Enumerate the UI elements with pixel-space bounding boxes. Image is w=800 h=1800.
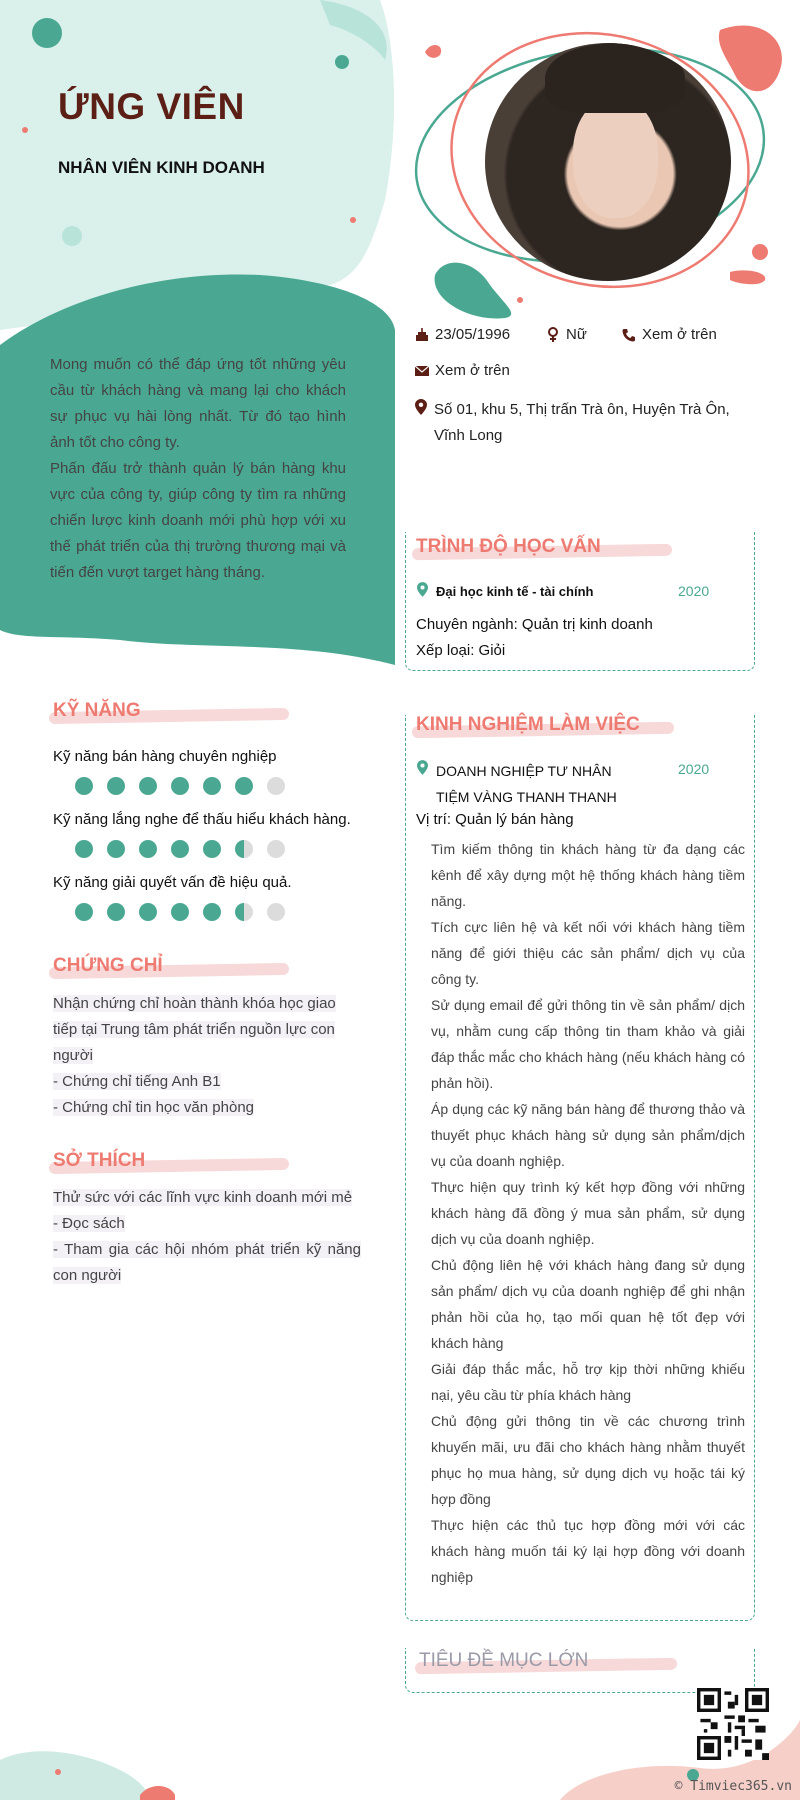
experience-duties: [431, 836, 745, 1590]
map-pin-icon: [417, 760, 428, 775]
certificate-line: - Chứng chỉ tiếng Anh B1: [53, 1073, 221, 1090]
company-name: DOANH NGHIỆP TƯ NHÂN TIỆM VÀNG THANH THANH: [436, 763, 617, 805]
rating-dot: [139, 777, 157, 795]
certificates-title: CHỨNG CHỈ: [53, 955, 163, 977]
rating-dot: [107, 777, 125, 795]
map-pin-icon: [417, 582, 428, 597]
rating-dot: [171, 903, 189, 921]
rating-dot: [75, 903, 93, 921]
coral-bottom-left: [140, 1786, 175, 1800]
phone-row: [622, 326, 717, 343]
rating-dot: [75, 840, 93, 858]
rating-dot: [203, 777, 221, 795]
phone-value: Xem ở trên: [642, 326, 717, 343]
rating-dot: [267, 903, 285, 921]
duty-item: Tích cực liên hệ và kết nối với khách hàng tiềm năng để giới thiệu các sản phẩm/ dịch vụ của công ty.: [431, 919, 745, 987]
rating-dot: [107, 840, 125, 858]
skill-name: Kỹ năng lắng nghe để thấu hiểu khách hàng.: [53, 811, 351, 828]
map-pin-icon: [415, 399, 427, 415]
hobby-line: Thử sức với các lĩnh vực kinh doanh mới mẻ: [53, 1189, 353, 1206]
rating-dot: [235, 840, 253, 858]
career-objective: [50, 352, 346, 586]
rating-dot: [235, 903, 253, 921]
envelope-icon: [415, 365, 429, 377]
skill-name: Kỹ năng giải quyết vấn đề hiệu quả.: [53, 874, 292, 891]
avatar-hair: [545, 43, 685, 113]
birthday-value: 23/05/1996: [435, 326, 511, 343]
duty-item: Thực hiện các thủ tục hợp đồng mới với các khách hàng muốn tái ký lại hợp đồng với doanh nghiệp: [431, 1517, 745, 1585]
duty-item: Giải đáp thắc mắc, hỗ trợ kịp thời những khiếu nại, yêu cầu từ phía khách hàng: [431, 1361, 745, 1403]
email-row: [415, 362, 510, 379]
education-year: 2020: [678, 583, 710, 599]
duty-item: Chủ động gửi thông tin về các chương trình khuyến mãi, ưu đãi cho khách hàng nhằm thuyết phục họ mua hàng, sử dụng dịch vụ hoặc tái ký hợp đồng: [431, 1413, 745, 1507]
avatar: [485, 43, 731, 281]
address-row: [415, 397, 745, 449]
rating-dot: [75, 777, 93, 795]
coral-circle: [752, 244, 768, 260]
duty-item: Sử dụng email để gửi thông tin về sản phẩm/ dịch vụ, nhằm cung cấp thông tin tham khảo và giải đáp thắc mắc cho khách hàng (nếu khách hàng có phản hồi).: [431, 997, 745, 1091]
coral-dot: [22, 127, 28, 133]
mint-bottom-left: [0, 1751, 150, 1800]
watermark: © Timviec365.vn: [674, 1779, 792, 1794]
skill-rating: [75, 903, 285, 921]
duty-item: Thực hiện quy trình ký kết hợp đồng với những khách hàng đã đồng ý mua sản phẩm, sử dụng dịch vụ của doanh nghiệp.: [431, 1179, 745, 1247]
experience-year: 2020: [678, 761, 710, 777]
gender-icon: [546, 327, 560, 343]
skill-rating: [75, 777, 285, 795]
phone-icon: [622, 328, 636, 342]
rating-dot: [267, 777, 285, 795]
teal-drop: [435, 263, 512, 319]
education-grade: Xếp loại: Giỏi: [416, 642, 506, 659]
certificate-line: Nhận chứng chỉ hoàn thành khóa học giao tiếp tại Trung tâm phát triển nguồn lực con người: [53, 995, 336, 1064]
address-value: Số 01, khu 5, Thị trấn Trà ôn, Huyện Trà Ôn, Vĩnh Long: [434, 401, 730, 444]
rating-dot: [171, 777, 189, 795]
rating-dot: [107, 903, 125, 921]
hobby-line: - Tham gia các hội nhóm phát triển kỹ năng con người: [53, 1241, 361, 1284]
rating-dot: [203, 840, 221, 858]
school-name: Đại học kinh tế - tài chính: [436, 584, 594, 599]
experience-title: KINH NGHIỆM LÀM VIỆC: [416, 714, 640, 736]
gender-value: Nữ: [566, 326, 587, 343]
duty-item: Tìm kiếm thông tin khách hàng từ đa dạng các kênh để xây dựng một hệ thống khách hàng tiềm năng.: [431, 841, 745, 909]
education-major: Chuyên ngành: Quản trị kinh doanh: [416, 616, 653, 633]
teal-circle: [32, 18, 62, 48]
email-value: Xem ở trên: [435, 362, 510, 379]
certificate-line: - Chứng chỉ tin học văn phòng: [53, 1099, 254, 1116]
teal-small-circle: [335, 55, 349, 69]
cake-icon: [415, 328, 429, 342]
experience-position: Vị trí: Quản lý bán hàng: [416, 811, 574, 828]
mint-circle: [62, 226, 82, 246]
rating-dot: [203, 903, 221, 921]
rating-dot: [171, 840, 189, 858]
qr-code: [697, 1688, 769, 1760]
avatar-face: [573, 98, 658, 218]
duty-item: Chủ động liên hệ với khách hàng đang sử dụng sản phẩm/ dịch vụ của doanh nghiệp để ghi nhận phản hồi của họ, tạo mối quan hệ tốt đẹp với khách hàng: [431, 1257, 745, 1351]
certificates-list: [53, 991, 361, 1121]
birthday-row: [415, 326, 510, 343]
extra-section-title: TIÊU ĐỀ MỤC LỚN: [419, 1650, 588, 1672]
coral-dot: [517, 297, 523, 303]
coral-blob-top-right: [719, 26, 782, 92]
rating-dot: [267, 840, 285, 858]
duty-item: Áp dụng các kỹ năng bán hàng để thương thảo và thuyết phục khách hàng sử dụng sản phẩm/dịch vụ của doanh nghiệp.: [431, 1101, 745, 1169]
rating-dot: [139, 903, 157, 921]
hobby-line: - Đọc sách: [53, 1215, 125, 1232]
rating-dot: [139, 840, 157, 858]
job-title: NHÂN VIÊN KINH DOANH: [58, 158, 265, 177]
candidate-name: ỨNG VIÊN: [58, 86, 245, 127]
coral-dot: [55, 1769, 61, 1775]
gender-row: [546, 326, 587, 343]
skills-title: KỸ NĂNG: [53, 700, 141, 722]
education-title: TRÌNH ĐỘ HỌC VẤN: [416, 536, 601, 558]
hobbies-list: [53, 1185, 361, 1289]
hobbies-title: SỞ THÍCH: [53, 1150, 145, 1172]
coral-blob-left: [425, 45, 441, 58]
objective-paragraph: Phấn đấu trở thành quản lý bán hàng khu vực của công ty, giúp công ty tìm ra những chiến lược kinh doanh mới phù hợp với xu thế phát triển của thị trường thương mại và tiến đến vượt target hàng tháng.: [50, 460, 346, 581]
coral-pill: [730, 270, 765, 284]
skill-rating: [75, 840, 285, 858]
objective-paragraph: Mong muốn có thể đáp ứng tốt những yêu cầu từ khách hàng và mang lại cho khách sự phục vụ hài lòng nhất. Từ đó tạo hình ảnh tốt cho công ty.: [50, 356, 346, 451]
education-details: [416, 612, 653, 664]
coral-dot: [350, 217, 356, 223]
skill-name: Kỹ năng bán hàng chuyên nghiệp: [53, 748, 277, 765]
rating-dot: [235, 777, 253, 795]
